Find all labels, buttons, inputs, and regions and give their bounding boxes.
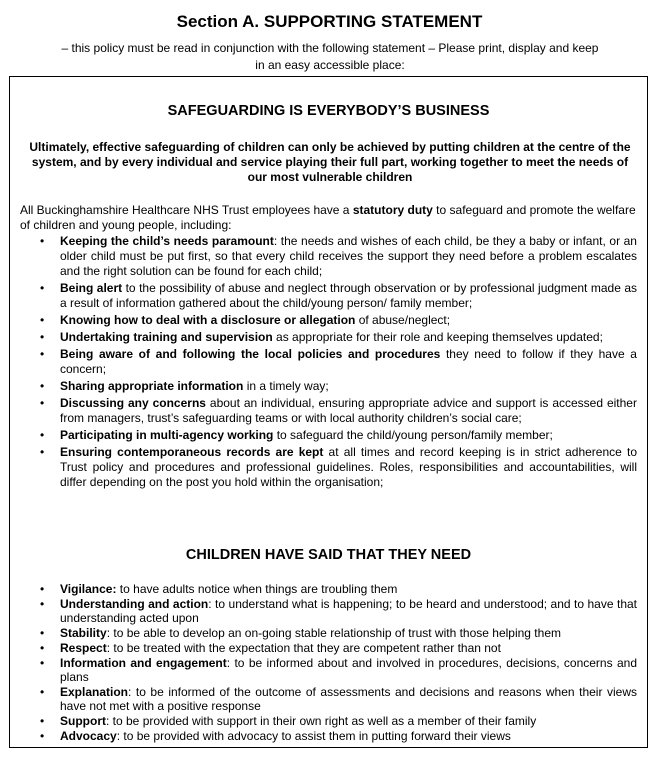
item-text: : to understand what is happening; to be heard and understood; and to have that understanding acted upon [60, 597, 637, 625]
list-item [20, 330, 637, 345]
list-item [20, 281, 637, 311]
bullet-icon: • [40, 582, 45, 596]
bullet-icon: • [40, 396, 45, 410]
bullet-icon: • [40, 597, 45, 611]
needs-list [20, 582, 637, 744]
item-bold: Ensuring contemporaneous records are kept [60, 445, 324, 459]
item-text: to the possibility of abuse and neglect through observation or by professional judgment made as a result of information gathered about the child/young person/ family member; [60, 281, 637, 310]
list-item [20, 729, 637, 743]
item-text: at all times and record keeping is in strict adherence to Trust policy and procedures and professional guidelines. Roles, responsibilities and accountabilities, will differ depending on the post you hold within the organisation; [60, 445, 637, 489]
item-text: as appropriate for their role and keeping themselves updated; [272, 330, 603, 344]
list-item [20, 347, 637, 377]
item-bold: Support [60, 714, 106, 728]
intro-text-pre: All Buckinghamshire Healthcare NHS Trust employees have a [20, 203, 353, 217]
item-text: : to be able to develop an on-going stable relationship of trust with those helping them [106, 626, 561, 640]
item-text: : to be provided with support in their own right as well as a member of their family [106, 714, 537, 728]
bullet-icon: • [40, 347, 45, 361]
bullet-icon: • [40, 641, 45, 655]
bullet-icon: • [40, 428, 45, 442]
item-bold: Discussing any concerns [60, 396, 206, 410]
item-bold: Explanation [60, 685, 129, 699]
statement-box [9, 76, 648, 748]
bullet-icon: • [40, 714, 45, 728]
bullet-icon: • [40, 313, 45, 327]
item-text: of abuse/neglect; [355, 313, 451, 327]
bullet-icon: • [40, 626, 45, 640]
list-item [20, 626, 637, 640]
safeguarding-heading: SAFEGUARDING IS EVERYBODY’S BUSINESS [167, 103, 490, 119]
item-text: : to be treated with the expectation that they are competent rather than not [106, 641, 501, 655]
page-subtitle: – this policy must be read in conjunction with the following statement – Please print, display and keep in an easy accessible place: [61, 41, 599, 72]
list-item [20, 641, 637, 655]
list-item [20, 234, 637, 279]
page-title: Section A. SUPPORTING STATEMENT [176, 12, 483, 31]
item-text: : to be provided with advocacy to assist them in putting forward their views [116, 729, 511, 743]
bullet-icon: • [40, 445, 45, 459]
bullet-icon: • [40, 729, 45, 743]
item-bold: Vigilance: [60, 582, 117, 596]
intro-text-post: to safeguard and promote the welfare of children and young people, including: [20, 203, 636, 232]
bullet-icon: • [40, 656, 45, 670]
item-text: to safeguard the child/young person/family member; [273, 428, 553, 442]
item-bold: Being aware of and following the local policies and procedures [60, 347, 441, 361]
item-text: to have adults notice when things are troubling them [116, 582, 398, 596]
list-item [20, 685, 637, 713]
item-bold: Being alert [60, 281, 123, 295]
bullet-icon: • [40, 330, 45, 344]
item-bold: Understanding and action [60, 597, 209, 611]
list-item [20, 428, 637, 443]
list-item [20, 597, 637, 625]
bullet-icon: • [40, 234, 45, 248]
list-item [20, 582, 637, 596]
item-text: : to be informed of the outcome of assessments and decisions and reasons when their views have not met with a positive response [60, 685, 637, 713]
list-item [20, 445, 637, 490]
list-item [20, 714, 637, 728]
item-bold: Undertaking training and supervision [60, 330, 273, 344]
item-text: : to be informed about and involved in procedures, decisions, concerns and plans [60, 656, 637, 684]
item-bold: Information and engagement [60, 656, 227, 670]
item-bold: Sharing appropriate information [60, 379, 244, 393]
item-text: in a timely way; [243, 379, 329, 393]
item-bold: Keeping the child’s needs paramount [60, 234, 274, 248]
intro-paragraph [20, 203, 638, 233]
item-bold: Respect [60, 641, 107, 655]
bullet-icon: • [40, 685, 45, 699]
intro-text-bold: statutory duty [352, 203, 433, 217]
lead-statement: Ultimately, effective safeguarding of children can only be achieved by putting children at the centre of the system, and by every individual and service playing their full part, working together to meet the needs of our most vulnerable children [29, 140, 631, 184]
item-bold: Stability [60, 626, 107, 640]
item-text: they need to follow if they have a concern; [60, 347, 637, 376]
children-needs-heading: CHILDREN HAVE SAID THAT THEY NEED [185, 547, 472, 563]
list-item [20, 379, 637, 394]
list-item [20, 396, 637, 426]
duties-list [20, 234, 637, 492]
list-item [20, 313, 637, 328]
bullet-icon: • [40, 379, 45, 393]
bullet-icon: • [40, 281, 45, 295]
list-item [20, 656, 637, 684]
item-text: : the needs and wishes of each child, be they a baby or infant, or an older child must be put first, so that every child receives the support they need before a problem escalates and the right solution can be found for each child; [60, 234, 637, 278]
item-text: about an individual, ensuring appropriate advice and support is accessed either from managers, trust’s safeguarding teams or with local authority children’s social care; [60, 396, 637, 425]
item-bold: Participating in multi-agency working [60, 428, 274, 442]
item-bold: Advocacy [60, 729, 117, 743]
item-bold: Knowing how to deal with a disclosure or allegation [60, 313, 356, 327]
